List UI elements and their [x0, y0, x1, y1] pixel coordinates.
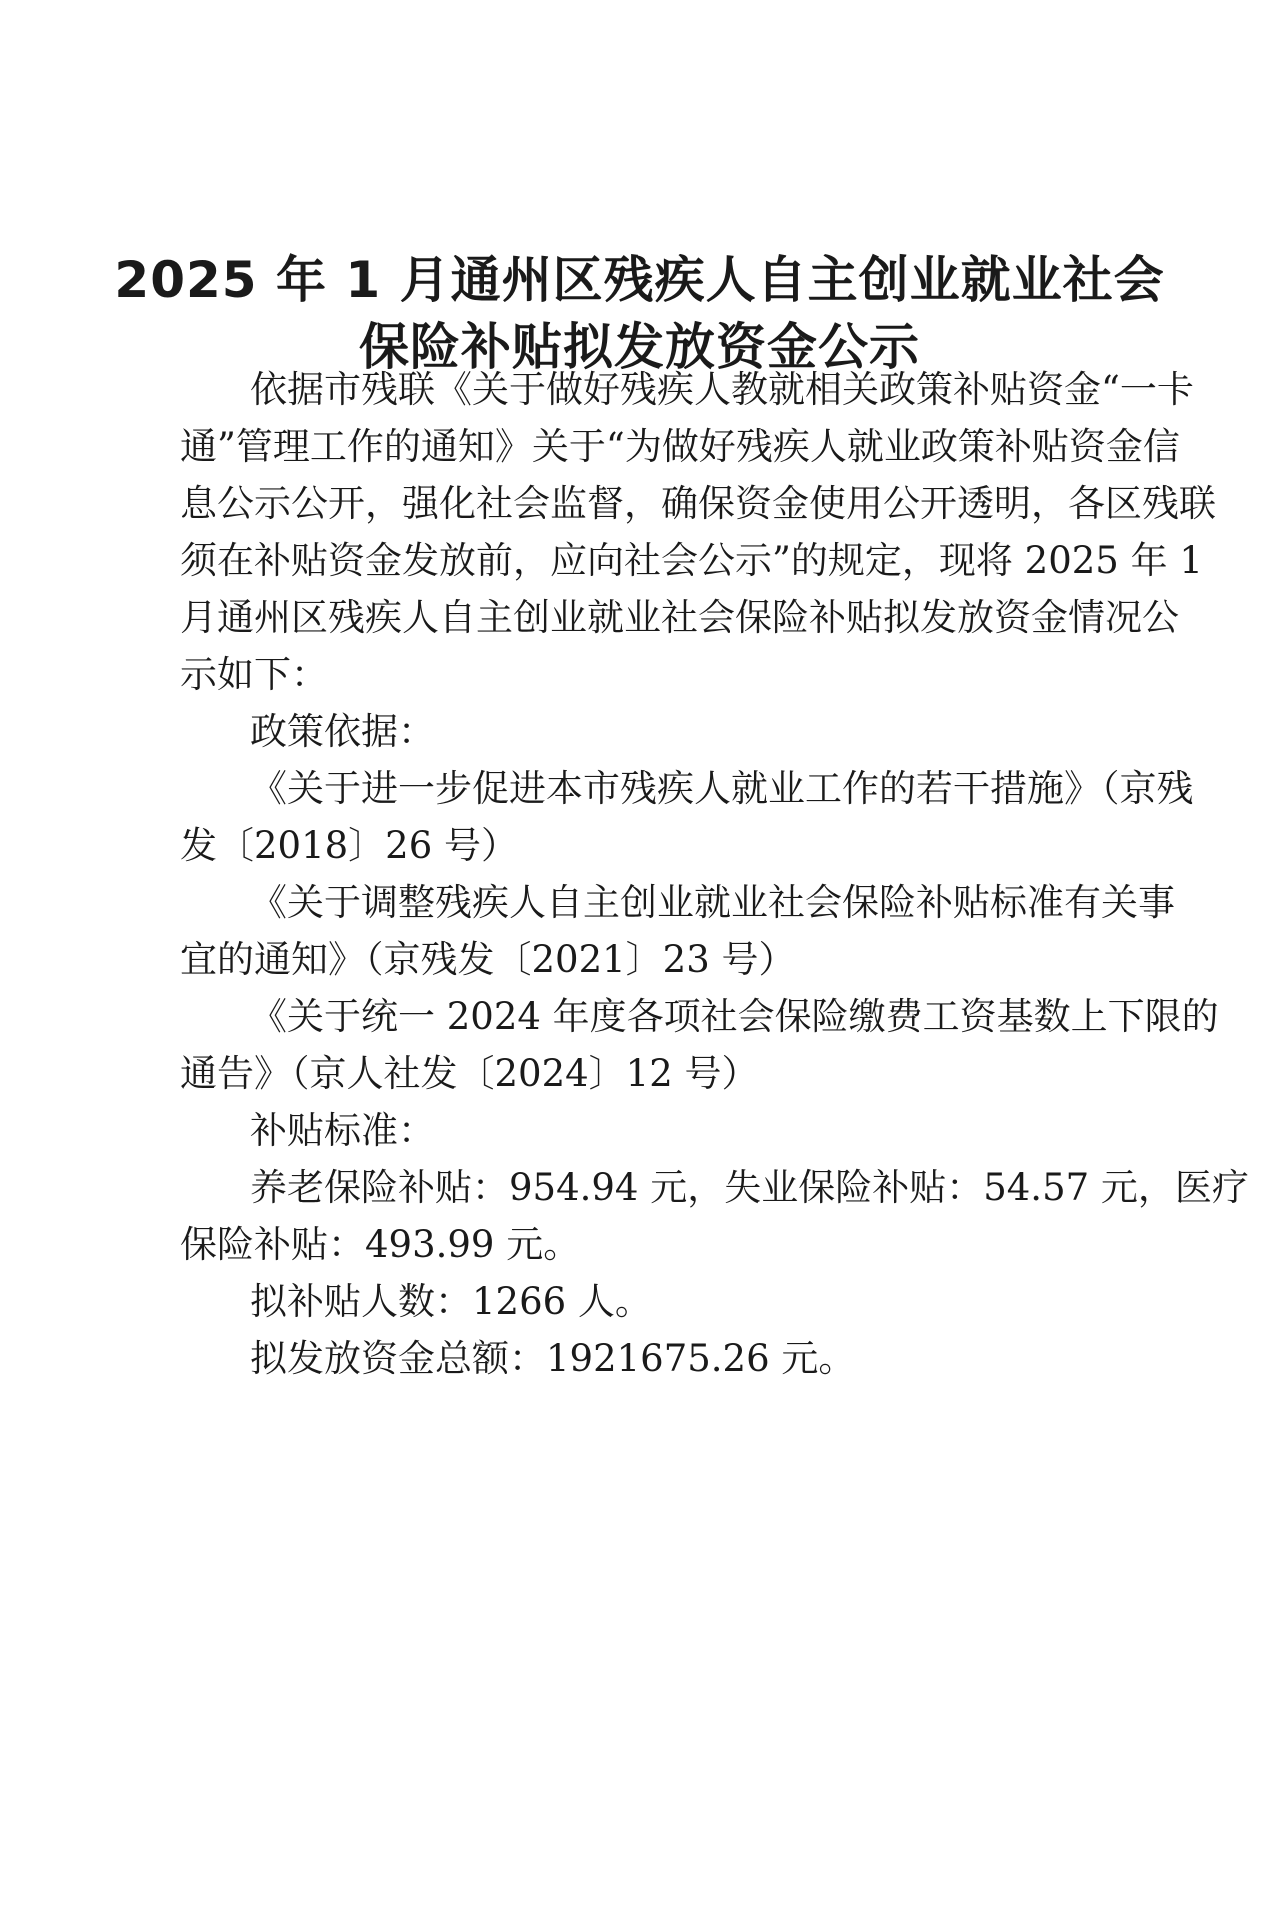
policy-line: 宜的通知》（京残发〔2021〕23 号）	[180, 938, 796, 981]
intro-line: 须在补贴资金发放前，应向社会公示”的规定，现将 2025 年 1	[180, 539, 1203, 582]
policy-line: 《关于进一步促进本市残疾人就业工作的若干措施》（京残	[250, 767, 1194, 810]
policy-line: 发〔2018〕26 号）	[180, 824, 519, 867]
subsidy-total: 拟发放资金总额：1921675.26 元。	[250, 1337, 856, 1380]
standard-line: 养老保险补贴：954.94 元，失业保险补贴：54.57 元，医疗	[250, 1166, 1249, 1209]
intro-line: 月通州区残疾人自主创业就业社会保险补贴拟发放资金情况公	[180, 596, 1179, 639]
policy-line: 《关于统一 2024 年度各项社会保险缴费工资基数上下限的	[250, 995, 1219, 1038]
document-title-line-2: 保险补贴拟发放资金公示	[359, 318, 920, 376]
subsidy-count: 拟补贴人数：1266 人。	[250, 1280, 652, 1323]
intro-line: 通”管理工作的通知》关于“为做好残疾人就业政策补贴资金信	[180, 425, 1180, 468]
document-title-line-1: 2025 年 1 月通州区残疾人自主创业就业社会	[114, 251, 1165, 309]
intro-line: 息公示公开，强化社会监督，确保资金使用公开透明，各区残联	[180, 482, 1216, 525]
policy-line: 通告》（京人社发〔2024〕12 号）	[180, 1052, 759, 1095]
standard-line: 保险补贴：493.99 元。	[180, 1223, 581, 1266]
policy-heading: 政策依据：	[250, 710, 435, 753]
standard-heading: 补贴标准：	[250, 1109, 435, 1152]
intro-line: 示如下：	[180, 653, 328, 696]
policy-line: 《关于调整残疾人自主创业就业社会保险补贴标准有关事	[250, 881, 1175, 924]
intro-line: 依据市残联《关于做好残疾人教就相关政策补贴资金“一卡	[250, 368, 1194, 411]
